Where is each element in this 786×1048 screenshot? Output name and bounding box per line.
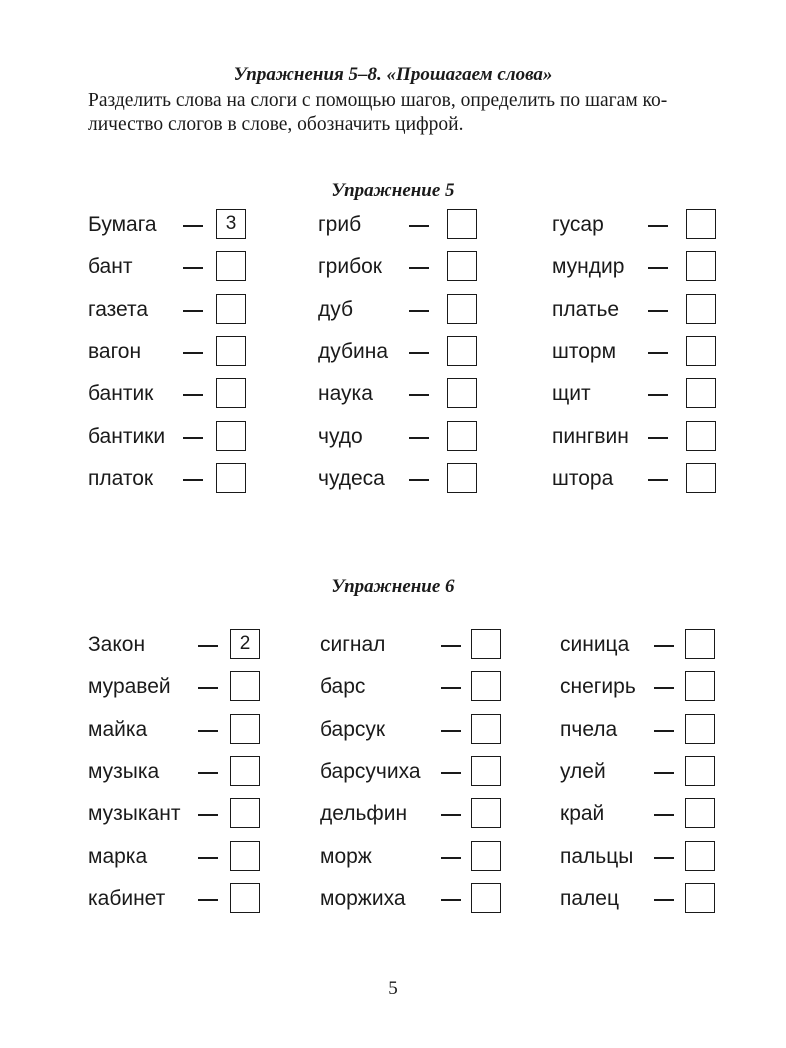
word-row <box>560 713 717 747</box>
syllable-count-box[interactable] <box>447 336 477 366</box>
dash-separator <box>183 267 203 269</box>
word-label: морж <box>320 845 372 868</box>
syllable-count-box[interactable]: 3 <box>216 209 246 239</box>
word-row <box>552 293 718 327</box>
word-label: гриб <box>318 213 362 236</box>
word-row <box>88 293 248 327</box>
dash-separator <box>198 772 218 774</box>
dash-separator <box>648 394 668 396</box>
syllable-count-box[interactable] <box>686 463 716 493</box>
page-number: 5 <box>388 978 398 999</box>
syllable-count-box[interactable] <box>216 378 246 408</box>
syllable-count-box[interactable] <box>686 251 716 281</box>
dash-separator <box>654 730 674 732</box>
syllable-count-box[interactable] <box>216 294 246 324</box>
word-label: наука <box>318 382 373 405</box>
syllable-count-box[interactable] <box>230 798 260 828</box>
word-row <box>88 250 248 284</box>
word-row <box>88 797 262 831</box>
dash-separator <box>441 687 461 689</box>
word-row <box>88 840 262 874</box>
dash-separator <box>183 479 203 481</box>
word-label: штора <box>552 467 614 490</box>
word-label: улей <box>560 760 606 783</box>
syllable-count-box[interactable] <box>685 714 715 744</box>
syllable-count-box[interactable] <box>686 294 716 324</box>
word-label: палец <box>560 887 620 910</box>
word-row <box>552 462 718 496</box>
word-row <box>560 628 717 662</box>
word-label: Закон <box>88 633 146 656</box>
word-label: дельфин <box>320 802 408 825</box>
syllable-count-box[interactable] <box>685 629 715 659</box>
dash-separator <box>409 479 429 481</box>
dash-separator <box>183 310 203 312</box>
word-label: кабинет <box>88 887 166 910</box>
word-label: пингвин <box>552 425 629 448</box>
word-label: музыкант <box>88 802 181 825</box>
word-label: пальцы <box>560 845 634 868</box>
syllable-count-box[interactable] <box>447 378 477 408</box>
word-row <box>318 420 479 454</box>
word-label: платок <box>88 467 154 490</box>
word-label: барс <box>320 675 366 698</box>
dash-separator <box>183 437 203 439</box>
dash-separator <box>198 687 218 689</box>
word-label: грибок <box>318 255 382 278</box>
syllable-count-box[interactable] <box>447 209 477 239</box>
syllable-count-box[interactable] <box>216 251 246 281</box>
syllable-count-box[interactable] <box>471 841 501 871</box>
dash-separator <box>654 899 674 901</box>
word-row <box>320 628 503 662</box>
word-label: снегирь <box>560 675 636 698</box>
word-row <box>318 293 479 327</box>
syllable-count-box[interactable] <box>230 883 260 913</box>
word-label: чудо <box>318 425 363 448</box>
syllable-count-box[interactable] <box>230 841 260 871</box>
dash-separator <box>648 225 668 227</box>
syllable-count-box[interactable] <box>216 421 246 451</box>
word-row <box>88 377 248 411</box>
dash-separator <box>648 310 668 312</box>
word-label: мундир <box>552 255 625 278</box>
syllable-count-box[interactable] <box>686 209 716 239</box>
word-label: синица <box>560 633 630 656</box>
word-row <box>88 208 248 242</box>
dash-separator <box>654 645 674 647</box>
syllable-count-box[interactable] <box>685 841 715 871</box>
word-label: музыка <box>88 760 160 783</box>
syllable-count-box[interactable]: 2 <box>230 629 260 659</box>
word-label: бантики <box>88 425 166 448</box>
syllable-count-box[interactable] <box>216 463 246 493</box>
word-row <box>88 335 248 369</box>
word-row <box>88 420 248 454</box>
word-row <box>560 882 717 916</box>
word-row <box>88 755 262 789</box>
exercise-5-title: Упражнение 5 <box>331 180 455 201</box>
word-label: барсучиха <box>320 760 421 783</box>
dash-separator <box>441 730 461 732</box>
syllable-count-box[interactable] <box>471 756 501 786</box>
dash-separator <box>198 814 218 816</box>
dash-separator <box>183 394 203 396</box>
instruction-line-1: Разделить слова на слоги с помощью шагов, определить по шагам ко- <box>88 90 668 111</box>
syllable-count-box[interactable] <box>447 294 477 324</box>
dash-separator <box>654 772 674 774</box>
dash-separator <box>409 310 429 312</box>
syllable-count-box[interactable] <box>230 756 260 786</box>
dash-separator <box>654 687 674 689</box>
word-label: дуб <box>318 298 354 321</box>
word-label: марка <box>88 845 148 868</box>
word-label: платье <box>552 298 620 321</box>
dash-separator <box>648 267 668 269</box>
syllable-count-box[interactable] <box>471 629 501 659</box>
word-label: край <box>560 802 605 825</box>
dash-separator <box>654 857 674 859</box>
syllable-count-box[interactable] <box>685 671 715 701</box>
word-label: вагон <box>88 340 142 363</box>
page-title: Упражнения 5–8. «Прошагаем слова» <box>233 64 553 85</box>
dash-separator <box>441 899 461 901</box>
dash-separator <box>409 437 429 439</box>
syllable-count-box[interactable] <box>685 756 715 786</box>
word-row <box>560 755 717 789</box>
dash-separator <box>441 857 461 859</box>
word-label: дубина <box>318 340 389 363</box>
word-label: Бумага <box>88 213 157 236</box>
dash-separator <box>198 899 218 901</box>
word-label: муравей <box>88 675 171 698</box>
syllable-count-box[interactable] <box>471 671 501 701</box>
dash-separator <box>654 814 674 816</box>
word-row <box>552 377 718 411</box>
word-row <box>88 882 262 916</box>
word-label: газета <box>88 298 149 321</box>
word-label: гусар <box>552 213 604 236</box>
dash-separator <box>198 645 218 647</box>
word-row <box>88 628 262 662</box>
word-label: сигнал <box>320 633 386 656</box>
word-row <box>320 797 503 831</box>
word-label: бант <box>88 255 133 278</box>
dash-separator <box>648 479 668 481</box>
dash-separator <box>183 352 203 354</box>
syllable-count-box[interactable] <box>686 336 716 366</box>
dash-separator <box>648 352 668 354</box>
dash-separator <box>409 225 429 227</box>
syllable-count-box[interactable] <box>471 714 501 744</box>
dash-separator <box>441 814 461 816</box>
word-row <box>552 250 718 284</box>
dash-separator <box>409 394 429 396</box>
syllable-count-box[interactable] <box>447 251 477 281</box>
word-label: чудеса <box>318 467 385 490</box>
exercise-6-title: Упражнение 6 <box>331 576 455 597</box>
word-row <box>552 335 718 369</box>
word-row <box>320 670 503 704</box>
syllable-count-box[interactable] <box>230 714 260 744</box>
word-row <box>552 420 718 454</box>
syllable-count-box[interactable] <box>447 421 477 451</box>
syllable-count-box[interactable] <box>686 421 716 451</box>
dash-separator <box>648 437 668 439</box>
dash-separator <box>441 772 461 774</box>
word-row <box>560 840 717 874</box>
word-row <box>318 208 479 242</box>
word-row <box>560 797 717 831</box>
syllable-count-box[interactable] <box>447 463 477 493</box>
word-row <box>552 208 718 242</box>
dash-separator <box>409 352 429 354</box>
dash-separator <box>198 730 218 732</box>
word-row <box>320 755 503 789</box>
instruction-line-2: личество слогов в слове, обозначить цифрой. <box>88 114 464 135</box>
word-row <box>320 882 503 916</box>
word-row <box>88 670 262 704</box>
syllable-count-box[interactable] <box>685 883 715 913</box>
syllable-count-box[interactable] <box>685 798 715 828</box>
dash-separator <box>183 225 203 227</box>
word-label: барсук <box>320 718 386 741</box>
word-row <box>318 377 479 411</box>
syllable-count-box[interactable] <box>686 378 716 408</box>
word-row <box>560 670 717 704</box>
syllable-count-box[interactable] <box>230 671 260 701</box>
syllable-count-box[interactable] <box>216 336 246 366</box>
word-label: щит <box>552 382 591 405</box>
word-row <box>318 250 479 284</box>
word-label: моржиха <box>320 887 406 910</box>
syllable-count-box[interactable] <box>471 883 501 913</box>
word-label: майка <box>88 718 148 741</box>
syllable-count-box[interactable] <box>471 798 501 828</box>
dash-separator <box>441 645 461 647</box>
word-row <box>320 713 503 747</box>
word-label: пчела <box>560 718 618 741</box>
word-label: бантик <box>88 382 154 405</box>
word-row <box>318 462 479 496</box>
word-row <box>88 462 248 496</box>
dash-separator <box>198 857 218 859</box>
word-row <box>320 840 503 874</box>
word-row <box>88 713 262 747</box>
word-label: шторм <box>552 340 617 363</box>
dash-separator <box>409 267 429 269</box>
word-row <box>318 335 479 369</box>
